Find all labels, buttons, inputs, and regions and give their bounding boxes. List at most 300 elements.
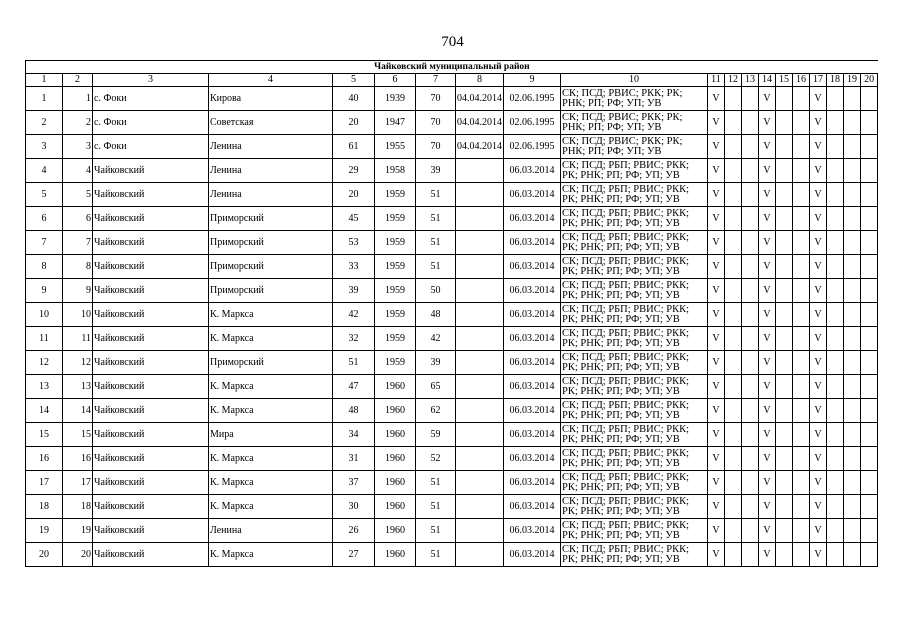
row-number-cell: 7 bbox=[26, 231, 63, 255]
date-cell bbox=[456, 183, 504, 207]
wear-percent-cell: 48 bbox=[416, 303, 456, 327]
flag-cell: V bbox=[810, 495, 827, 519]
flag-cell bbox=[776, 207, 793, 231]
date-cell: 06.03.2014 bbox=[504, 231, 561, 255]
date-cell: 06.03.2014 bbox=[504, 423, 561, 447]
flag-cell bbox=[776, 231, 793, 255]
works-codes-cell: СК; ПСД; РБП; РВИС; РКК; РК; РНК; РП; РФ; УП; УВ bbox=[561, 231, 708, 255]
register-table-wrapper bbox=[25, 60, 873, 567]
flag-cell: V bbox=[810, 399, 827, 423]
date-cell: 06.03.2014 bbox=[504, 159, 561, 183]
street-cell: К. Маркса bbox=[209, 543, 333, 567]
column-header: 1 bbox=[26, 74, 63, 87]
street-cell: Советская bbox=[209, 111, 333, 135]
settlement-cell: Чайковский bbox=[93, 207, 209, 231]
row-number-cell: 19 bbox=[26, 519, 63, 543]
flag-cell bbox=[776, 327, 793, 351]
year-cell: 1939 bbox=[375, 87, 416, 111]
flag-cell bbox=[861, 231, 878, 255]
flag-cell bbox=[793, 519, 810, 543]
section-title-row bbox=[26, 61, 878, 74]
house-number-cell: 48 bbox=[333, 399, 375, 423]
year-cell: 1960 bbox=[375, 447, 416, 471]
street-cell: Приморский bbox=[209, 207, 333, 231]
row-index-cell: 1 bbox=[63, 87, 93, 111]
section-title: Чайковский муниципальный район bbox=[26, 61, 878, 74]
flag-cell bbox=[844, 495, 861, 519]
house-number-cell: 26 bbox=[333, 519, 375, 543]
wear-percent-cell: 70 bbox=[416, 87, 456, 111]
year-cell: 1959 bbox=[375, 327, 416, 351]
flag-cell: V bbox=[708, 375, 725, 399]
flag-cell bbox=[776, 495, 793, 519]
flag-cell bbox=[827, 423, 844, 447]
flag-cell bbox=[844, 279, 861, 303]
flag-cell bbox=[725, 519, 742, 543]
flag-cell: V bbox=[708, 423, 725, 447]
row-index-cell: 20 bbox=[63, 543, 93, 567]
flag-cell bbox=[776, 447, 793, 471]
works-codes-cell: СК; ПСД; РБП; РВИС; РКК; РК; РНК; РП; РФ; УП; УВ bbox=[561, 519, 708, 543]
flag-cell bbox=[827, 351, 844, 375]
flag-cell bbox=[742, 183, 759, 207]
date-cell bbox=[456, 519, 504, 543]
flag-cell bbox=[742, 87, 759, 111]
flag-cell bbox=[861, 327, 878, 351]
flag-cell bbox=[827, 279, 844, 303]
column-header: 11 bbox=[708, 74, 725, 87]
table-row bbox=[26, 135, 878, 159]
table-row bbox=[26, 399, 878, 423]
date-cell: 06.03.2014 bbox=[504, 375, 561, 399]
settlement-cell: Чайковский bbox=[93, 303, 209, 327]
flag-cell: V bbox=[708, 159, 725, 183]
date-cell: 06.03.2014 bbox=[504, 495, 561, 519]
flag-cell: V bbox=[810, 183, 827, 207]
row-index-cell: 2 bbox=[63, 111, 93, 135]
house-number-cell: 47 bbox=[333, 375, 375, 399]
flag-cell bbox=[844, 375, 861, 399]
table-row bbox=[26, 303, 878, 327]
flag-cell: V bbox=[708, 111, 725, 135]
flag-cell bbox=[725, 447, 742, 471]
flag-cell bbox=[725, 543, 742, 567]
house-number-cell: 40 bbox=[333, 87, 375, 111]
flag-cell bbox=[844, 471, 861, 495]
table-row bbox=[26, 231, 878, 255]
flag-cell: V bbox=[759, 447, 776, 471]
row-number-cell: 17 bbox=[26, 471, 63, 495]
flag-cell: V bbox=[810, 375, 827, 399]
flag-cell bbox=[827, 255, 844, 279]
date-cell: 06.03.2014 bbox=[504, 543, 561, 567]
flag-cell bbox=[844, 327, 861, 351]
street-cell: К. Маркса bbox=[209, 375, 333, 399]
table-row bbox=[26, 87, 878, 111]
row-index-cell: 3 bbox=[63, 135, 93, 159]
street-cell: К. Маркса bbox=[209, 303, 333, 327]
row-index-cell: 14 bbox=[63, 399, 93, 423]
date-cell bbox=[456, 399, 504, 423]
row-index-cell: 12 bbox=[63, 351, 93, 375]
row-number-cell: 10 bbox=[26, 303, 63, 327]
table-row bbox=[26, 111, 878, 135]
row-number-cell: 18 bbox=[26, 495, 63, 519]
row-index-cell: 11 bbox=[63, 327, 93, 351]
date-cell bbox=[456, 471, 504, 495]
flag-cell: V bbox=[759, 87, 776, 111]
flag-cell: V bbox=[810, 327, 827, 351]
flag-cell bbox=[725, 207, 742, 231]
flag-cell: V bbox=[810, 447, 827, 471]
year-cell: 1955 bbox=[375, 135, 416, 159]
column-header: 3 bbox=[93, 74, 209, 87]
house-number-cell: 42 bbox=[333, 303, 375, 327]
date-cell bbox=[456, 327, 504, 351]
flag-cell: V bbox=[810, 255, 827, 279]
flag-cell bbox=[861, 351, 878, 375]
table-row bbox=[26, 255, 878, 279]
house-number-cell: 30 bbox=[333, 495, 375, 519]
date-cell: 06.03.2014 bbox=[504, 255, 561, 279]
flag-cell bbox=[793, 231, 810, 255]
wear-percent-cell: 39 bbox=[416, 351, 456, 375]
column-header: 6 bbox=[375, 74, 416, 87]
flag-cell bbox=[725, 111, 742, 135]
flag-cell bbox=[793, 399, 810, 423]
flag-cell bbox=[861, 447, 878, 471]
row-number-cell: 15 bbox=[26, 423, 63, 447]
flag-cell bbox=[742, 111, 759, 135]
date-cell: 04.04.2014 bbox=[456, 111, 504, 135]
flag-cell: V bbox=[810, 471, 827, 495]
row-number-cell: 3 bbox=[26, 135, 63, 159]
row-number-cell: 16 bbox=[26, 447, 63, 471]
flag-cell bbox=[793, 447, 810, 471]
flag-cell bbox=[844, 111, 861, 135]
flag-cell bbox=[793, 135, 810, 159]
row-index-cell: 15 bbox=[63, 423, 93, 447]
row-index-cell: 18 bbox=[63, 495, 93, 519]
flag-cell: V bbox=[810, 87, 827, 111]
date-cell bbox=[456, 423, 504, 447]
row-index-cell: 8 bbox=[63, 255, 93, 279]
table-row bbox=[26, 495, 878, 519]
flag-cell bbox=[861, 519, 878, 543]
flag-cell bbox=[844, 423, 861, 447]
flag-cell: V bbox=[759, 207, 776, 231]
settlement-cell: Чайковский bbox=[93, 519, 209, 543]
flag-cell bbox=[793, 543, 810, 567]
column-header: 20 bbox=[861, 74, 878, 87]
row-index-cell: 19 bbox=[63, 519, 93, 543]
flag-cell bbox=[861, 111, 878, 135]
year-cell: 1959 bbox=[375, 351, 416, 375]
settlement-cell: Чайковский bbox=[93, 327, 209, 351]
flag-cell bbox=[725, 87, 742, 111]
flag-cell bbox=[742, 327, 759, 351]
column-header: 17 bbox=[810, 74, 827, 87]
flag-cell bbox=[776, 399, 793, 423]
house-number-cell: 33 bbox=[333, 255, 375, 279]
flag-cell: V bbox=[759, 183, 776, 207]
wear-percent-cell: 51 bbox=[416, 231, 456, 255]
flag-cell bbox=[776, 351, 793, 375]
wear-percent-cell: 51 bbox=[416, 543, 456, 567]
flag-cell bbox=[725, 423, 742, 447]
flag-cell bbox=[793, 183, 810, 207]
house-number-cell: 61 bbox=[333, 135, 375, 159]
table-row bbox=[26, 327, 878, 351]
flag-cell bbox=[844, 447, 861, 471]
works-codes-cell: СК; ПСД; РБП; РВИС; РКК; РК; РНК; РП; РФ; УП; УВ bbox=[561, 327, 708, 351]
flag-cell bbox=[844, 255, 861, 279]
wear-percent-cell: 70 bbox=[416, 111, 456, 135]
flag-cell bbox=[742, 135, 759, 159]
flag-cell bbox=[742, 159, 759, 183]
flag-cell bbox=[827, 519, 844, 543]
flag-cell: V bbox=[759, 423, 776, 447]
flag-cell bbox=[827, 135, 844, 159]
date-cell bbox=[456, 447, 504, 471]
date-cell: 06.03.2014 bbox=[504, 183, 561, 207]
flag-cell: V bbox=[708, 327, 725, 351]
flag-cell bbox=[827, 231, 844, 255]
column-header: 12 bbox=[725, 74, 742, 87]
date-cell bbox=[456, 279, 504, 303]
flag-cell bbox=[827, 375, 844, 399]
flag-cell bbox=[827, 111, 844, 135]
flag-cell bbox=[776, 519, 793, 543]
street-cell: Ленина bbox=[209, 183, 333, 207]
flag-cell bbox=[861, 543, 878, 567]
row-number-cell: 6 bbox=[26, 207, 63, 231]
works-codes-cell: СК; ПСД; РБП; РВИС; РКК; РК; РНК; РП; РФ; УП; УВ bbox=[561, 447, 708, 471]
flag-cell bbox=[861, 255, 878, 279]
flag-cell: V bbox=[759, 255, 776, 279]
flag-cell bbox=[725, 303, 742, 327]
flag-cell bbox=[861, 303, 878, 327]
street-cell: Приморский bbox=[209, 351, 333, 375]
table-row bbox=[26, 543, 878, 567]
flag-cell bbox=[776, 423, 793, 447]
flag-cell bbox=[793, 279, 810, 303]
house-number-cell: 34 bbox=[333, 423, 375, 447]
table-row bbox=[26, 471, 878, 495]
flag-cell bbox=[742, 279, 759, 303]
flag-cell: V bbox=[759, 351, 776, 375]
works-codes-cell: СК; ПСД; РБП; РВИС; РКК; РК; РНК; РП; РФ; УП; УВ bbox=[561, 279, 708, 303]
page-number: 704 bbox=[441, 34, 464, 50]
flag-cell bbox=[725, 255, 742, 279]
table-row bbox=[26, 183, 878, 207]
flag-cell bbox=[742, 423, 759, 447]
flag-cell bbox=[827, 399, 844, 423]
year-cell: 1960 bbox=[375, 375, 416, 399]
column-header: 13 bbox=[742, 74, 759, 87]
flag-cell: V bbox=[759, 375, 776, 399]
flag-cell: V bbox=[810, 159, 827, 183]
settlement-cell: Чайковский bbox=[93, 543, 209, 567]
flag-cell bbox=[844, 399, 861, 423]
flag-cell: V bbox=[708, 519, 725, 543]
flag-cell bbox=[725, 135, 742, 159]
row-number-cell: 14 bbox=[26, 399, 63, 423]
flag-cell bbox=[742, 303, 759, 327]
flag-cell bbox=[725, 231, 742, 255]
row-index-cell: 6 bbox=[63, 207, 93, 231]
flag-cell bbox=[742, 471, 759, 495]
year-cell: 1958 bbox=[375, 159, 416, 183]
house-number-cell: 29 bbox=[333, 159, 375, 183]
date-cell: 06.03.2014 bbox=[504, 303, 561, 327]
street-cell: Приморский bbox=[209, 231, 333, 255]
flag-cell: V bbox=[810, 207, 827, 231]
flag-cell: V bbox=[708, 87, 725, 111]
flag-cell bbox=[861, 87, 878, 111]
settlement-cell: Чайковский bbox=[93, 399, 209, 423]
house-number-cell: 20 bbox=[333, 183, 375, 207]
flag-cell bbox=[725, 471, 742, 495]
flag-cell bbox=[861, 159, 878, 183]
flag-cell: V bbox=[708, 183, 725, 207]
date-cell: 04.04.2014 bbox=[456, 87, 504, 111]
flag-cell bbox=[725, 159, 742, 183]
flag-cell: V bbox=[810, 279, 827, 303]
flag-cell bbox=[793, 303, 810, 327]
flag-cell: V bbox=[759, 327, 776, 351]
works-codes-cell: СК; ПСД; РВИС; РКК; РК; РНК; РП; РФ; УП; УВ bbox=[561, 111, 708, 135]
house-number-cell: 20 bbox=[333, 111, 375, 135]
flag-cell bbox=[725, 399, 742, 423]
flag-cell bbox=[827, 327, 844, 351]
row-index-cell: 16 bbox=[63, 447, 93, 471]
year-cell: 1960 bbox=[375, 423, 416, 447]
table-row bbox=[26, 351, 878, 375]
street-cell: Кирова bbox=[209, 87, 333, 111]
flag-cell bbox=[861, 399, 878, 423]
flag-cell bbox=[793, 471, 810, 495]
flag-cell: V bbox=[759, 519, 776, 543]
flag-cell bbox=[844, 87, 861, 111]
row-index-cell: 17 bbox=[63, 471, 93, 495]
column-header: 2 bbox=[63, 74, 93, 87]
wear-percent-cell: 51 bbox=[416, 183, 456, 207]
flag-cell bbox=[844, 231, 861, 255]
works-codes-cell: СК; ПСД; РБП; РВИС; РКК; РК; РНК; РП; РФ; УП; УВ bbox=[561, 495, 708, 519]
flag-cell bbox=[725, 183, 742, 207]
flag-cell bbox=[827, 447, 844, 471]
column-header: 16 bbox=[793, 74, 810, 87]
table-body bbox=[26, 87, 878, 567]
flag-cell: V bbox=[708, 231, 725, 255]
wear-percent-cell: 65 bbox=[416, 375, 456, 399]
house-number-cell: 51 bbox=[333, 351, 375, 375]
flag-cell bbox=[742, 399, 759, 423]
date-cell: 02.06.1995 bbox=[504, 87, 561, 111]
street-cell: К. Маркса bbox=[209, 447, 333, 471]
street-cell: Ленина bbox=[209, 135, 333, 159]
flag-cell: V bbox=[759, 231, 776, 255]
street-cell: Приморский bbox=[209, 279, 333, 303]
row-index-cell: 5 bbox=[63, 183, 93, 207]
column-header: 4 bbox=[209, 74, 333, 87]
flag-cell bbox=[827, 471, 844, 495]
street-cell: Ленина bbox=[209, 519, 333, 543]
flag-cell: V bbox=[708, 495, 725, 519]
flag-cell bbox=[793, 423, 810, 447]
flag-cell: V bbox=[759, 471, 776, 495]
flag-cell bbox=[793, 207, 810, 231]
flag-cell bbox=[861, 135, 878, 159]
settlement-cell: Чайковский bbox=[93, 255, 209, 279]
works-codes-cell: СК; ПСД; РБП; РВИС; РКК; РК; РНК; РП; РФ; УП; УВ bbox=[561, 375, 708, 399]
column-header: 8 bbox=[456, 74, 504, 87]
flag-cell bbox=[742, 351, 759, 375]
flag-cell bbox=[742, 519, 759, 543]
flag-cell bbox=[861, 207, 878, 231]
flag-cell: V bbox=[708, 255, 725, 279]
date-cell bbox=[456, 375, 504, 399]
flag-cell bbox=[793, 255, 810, 279]
flag-cell bbox=[776, 279, 793, 303]
date-cell: 06.03.2014 bbox=[504, 327, 561, 351]
date-cell: 06.03.2014 bbox=[504, 279, 561, 303]
flag-cell: V bbox=[810, 423, 827, 447]
date-cell: 04.04.2014 bbox=[456, 135, 504, 159]
flag-cell bbox=[844, 207, 861, 231]
date-cell bbox=[456, 159, 504, 183]
house-number-cell: 37 bbox=[333, 471, 375, 495]
settlement-cell: Чайковский bbox=[93, 231, 209, 255]
house-number-cell: 27 bbox=[333, 543, 375, 567]
wear-percent-cell: 70 bbox=[416, 135, 456, 159]
settlement-cell: Чайковский bbox=[93, 351, 209, 375]
flag-cell bbox=[776, 159, 793, 183]
wear-percent-cell: 52 bbox=[416, 447, 456, 471]
works-codes-cell: СК; ПСД; РБП; РВИС; РКК; РК; РНК; РП; РФ; УП; УВ bbox=[561, 351, 708, 375]
column-header: 5 bbox=[333, 74, 375, 87]
flag-cell: V bbox=[708, 447, 725, 471]
row-number-cell: 5 bbox=[26, 183, 63, 207]
column-header: 19 bbox=[844, 74, 861, 87]
row-index-cell: 4 bbox=[63, 159, 93, 183]
row-number-cell: 1 bbox=[26, 87, 63, 111]
house-number-cell: 31 bbox=[333, 447, 375, 471]
wear-percent-cell: 51 bbox=[416, 471, 456, 495]
flag-cell bbox=[844, 543, 861, 567]
row-number-cell: 20 bbox=[26, 543, 63, 567]
flag-cell: V bbox=[759, 159, 776, 183]
flag-cell bbox=[776, 375, 793, 399]
flag-cell bbox=[861, 495, 878, 519]
house-number-cell: 53 bbox=[333, 231, 375, 255]
flag-cell bbox=[725, 375, 742, 399]
works-codes-cell: СК; ПСД; РБП; РВИС; РКК; РК; РНК; РП; РФ; УП; УВ bbox=[561, 423, 708, 447]
wear-percent-cell: 51 bbox=[416, 255, 456, 279]
street-cell: К. Маркса bbox=[209, 327, 333, 351]
date-cell: 06.03.2014 bbox=[504, 471, 561, 495]
date-cell bbox=[456, 255, 504, 279]
flag-cell bbox=[827, 207, 844, 231]
flag-cell bbox=[776, 255, 793, 279]
flag-cell bbox=[776, 183, 793, 207]
flag-cell: V bbox=[708, 303, 725, 327]
flag-cell bbox=[742, 447, 759, 471]
house-number-cell: 39 bbox=[333, 279, 375, 303]
works-codes-cell: СК; ПСД; РБП; РВИС; РКК; РК; РНК; РП; РФ; УП; УВ bbox=[561, 399, 708, 423]
flag-cell bbox=[776, 111, 793, 135]
